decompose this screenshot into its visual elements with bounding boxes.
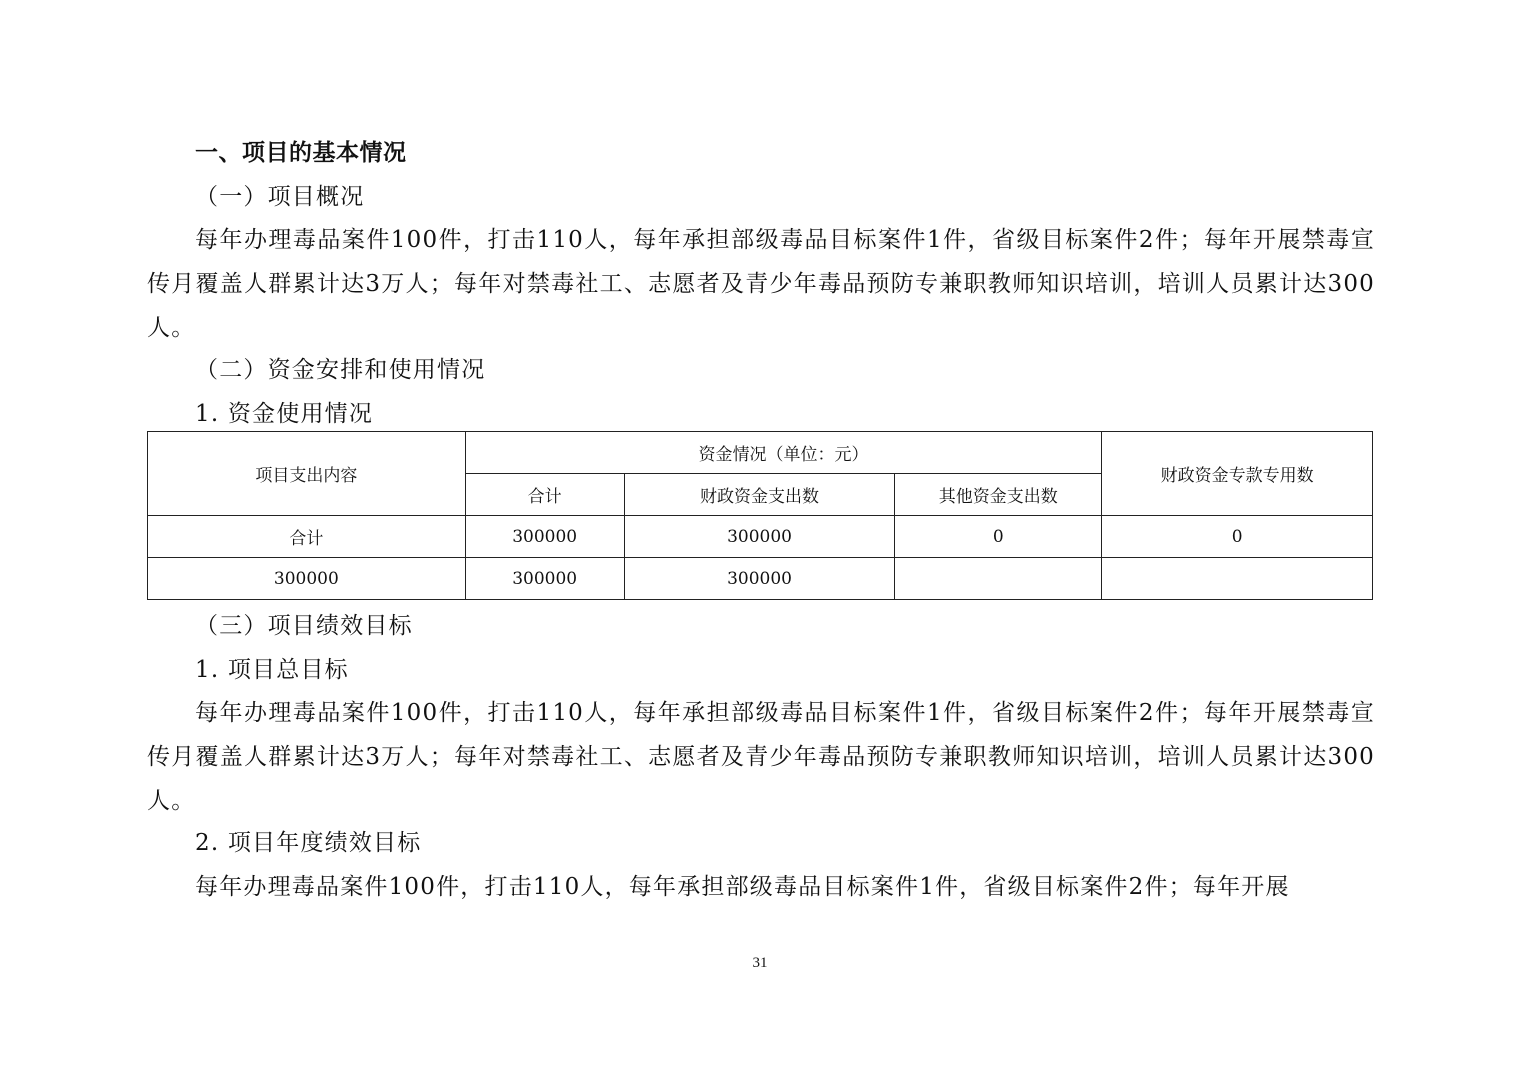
subheader-total: 合计 (465, 474, 624, 516)
cell-item: 300000 (148, 558, 466, 600)
overview-paragraph: 每年办理毒品案件100件，打击110人，每年承担部级毒品目标案件1件，省级目标案件2件；每年开展禁毒宣传月覆盖人群累计达3万人；每年对禁毒社工、志愿者及青少年毒品预防专兼职教师知识培训，培训人员累计达300人。 (147, 227, 1375, 341)
section-heading: 一、项目的基本情况 (195, 140, 407, 166)
subheader-fiscal: 财政资金支出数 (624, 474, 895, 516)
funding-usage-title: 1. 资金使用情况 (195, 401, 374, 427)
cell-item: 合计 (148, 516, 466, 558)
header-funds-situation: 资金情况（单位：元） (465, 432, 1101, 474)
annual-goal-text: 每年办理毒品案件100件，打击110人，每年承担部级毒品目标案件1件，省级目标案件2件；每年开展 (195, 874, 1290, 900)
cell-special: 0 (1102, 516, 1373, 558)
page-number: 31 (752, 955, 768, 971)
cell-other: 0 (895, 516, 1102, 558)
cell-total: 300000 (465, 516, 624, 558)
table-header-row (148, 432, 1373, 474)
header-special-funds: 财政资金专款专用数 (1102, 432, 1373, 516)
table-row (148, 516, 1373, 558)
funding-table (147, 431, 1373, 600)
cell-fiscal: 300000 (624, 558, 895, 600)
overall-goal-title: 1. 项目总目标 (195, 657, 349, 683)
annual-goal-title: 2. 项目年度绩效目标 (195, 830, 422, 856)
subsection-title-funding: （二）资金安排和使用情况 (195, 357, 486, 383)
overall-goal-paragraph: 每年办理毒品案件100件，打击110人，每年承担部级毒品目标案件1件，省级目标案件2件；每年开展禁毒宣传月覆盖人群累计达3万人；每年对禁毒社工、志愿者及青少年毒品预防专兼职教师知识培训，培训人员累计达300人。 (147, 700, 1375, 814)
cell-other (895, 558, 1102, 600)
subsection-title-goals: （三）项目绩效目标 (195, 613, 413, 639)
cell-fiscal: 300000 (624, 516, 895, 558)
table-row (148, 558, 1373, 600)
cell-total: 300000 (465, 558, 624, 600)
subsection-title-overview: （一）项目概况 (195, 184, 365, 210)
subheader-other: 其他资金支出数 (895, 474, 1102, 516)
cell-special (1102, 558, 1373, 600)
header-item-content: 项目支出内容 (148, 432, 466, 516)
